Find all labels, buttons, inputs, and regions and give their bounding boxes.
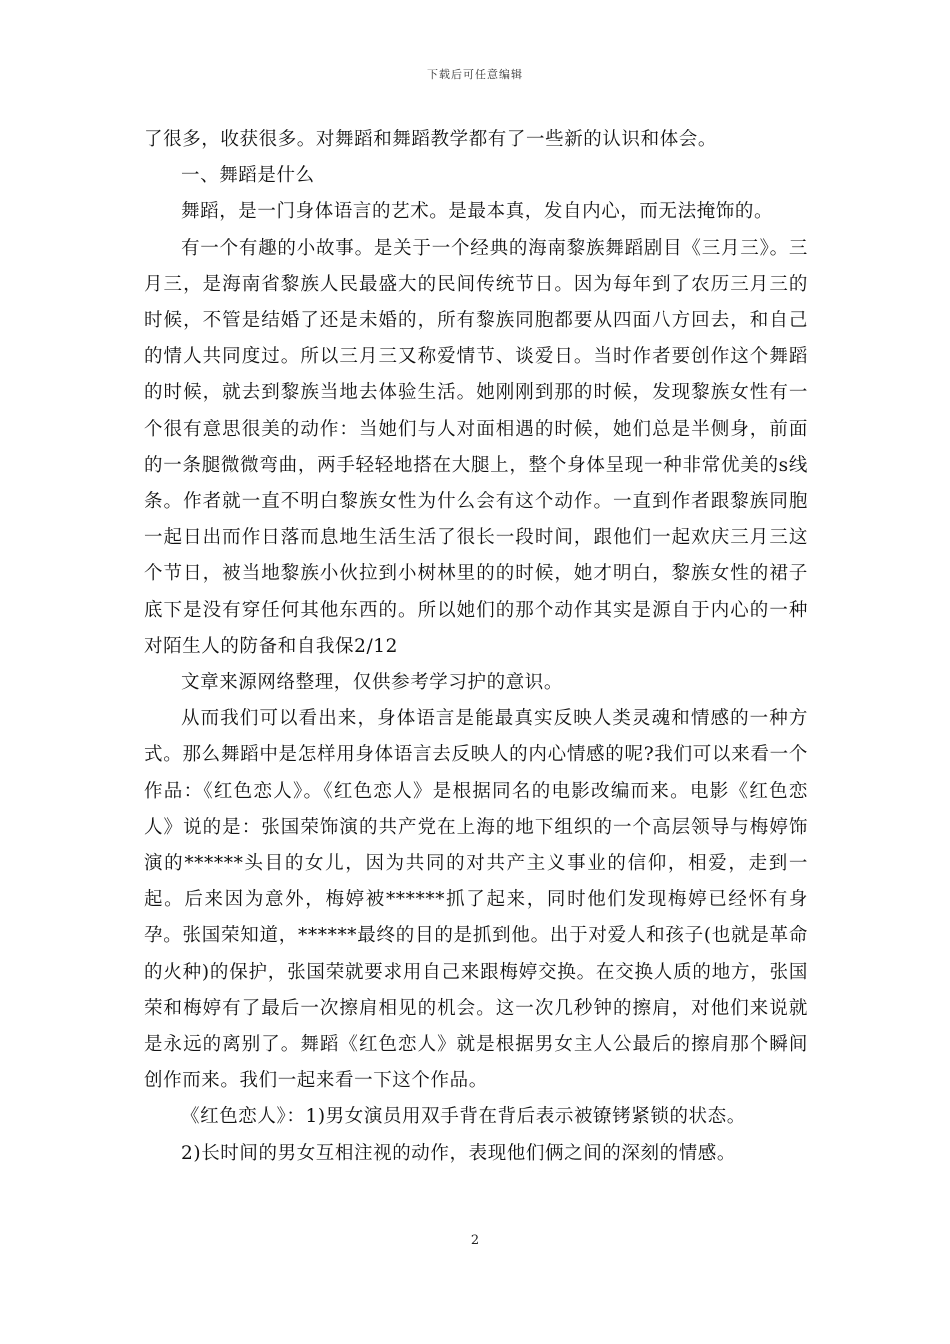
page-number: 2 <box>470 1233 480 1248</box>
paragraph: 文章来源网络整理，仅供参考学习护的意识。 <box>181 672 564 694</box>
page-header: 下载后可任意编辑 <box>427 68 523 81</box>
paragraph: 了很多，收获很多。对舞蹈和舞蹈教学都有了一些新的认识和体会。 <box>144 129 718 150</box>
section-heading: 一、舞蹈是什么 <box>181 165 315 187</box>
paragraph: 舞蹈，是一门身体语言的艺术。是最本真，发自内心，而无法掩饰的。 <box>181 201 774 223</box>
paragraph: 从而我们可以看出来，身体语言是能最真实反映人类灵魂和情感的一种方式。那么舞蹈中是怎样用身体语言去反映人的内心情感的呢?我们可以来看一个作品：《红色恋人》。《红色恋人》是根据同名的电影改编而来。电影《红色恋人》说的是：张国荣饰演的共产党在上海的地下组织的一个高层领导与梅婷饰演的******头目的女儿，因为共同的对共产主义事业的信仰，相爱，走到一起。后来因为意外，梅婷被******抓了起来，同时他们发现梅婷已经怀有身孕。张国荣知道，******最终的目的是抓到他。出于对爱人和孩子(也就是革命的火种)的保护，张国荣就要求用自己来跟梅婷交换。在交换人质的地方，张国荣和梅婷有了最后一次擦肩相见的机会。这一次几秒钟的擦肩，对他们来说就是永远的离别了。舞蹈《红色恋人》就是根据男女主人公最后的擦肩那个瞬间创作而来。我们一起来看一下这个作品。 <box>144 708 808 1092</box>
paragraph: 有一个有趣的小故事。是关于一个经典的海南黎族舞蹈剧目《三月三》。三月三，是海南省黎族人民最盛大的民间传统节日。因为每年到了农历三月三的时候，不管是结婚了还是未婚的，所有黎族同胞都要从四面八方回去，和自己的情人共同度过。所以三月三又称爱情节、谈爱日。当时作者要创作这个舞蹈的时候，就去到黎族当地去体验生活。她刚刚到那的时候，发现黎族女性有一个很有意思很美的动作：当她们与人对面相遇的时候，她们总是半侧身，前面的一条腿微微弯曲，两手轻轻地搭在大腿上，整个身体呈现一种非常优美的s线条。作者就一直不明白黎族女性为什么会有这个动作。一直到作者跟黎族同胞一起日出而作日落而息地生活生活了很长一段时间，跟他们一起欢庆三月三这个节日，被当地黎族小伙拉到小树林里的的时候，她才明白，黎族女性的裙子底下是没有穿任何其他东西的。所以她们的那个动作其实是源自于内心的一种对陌生人的防备和自我保2/12 <box>144 237 808 657</box>
paragraph: 《红色恋人》：1)男女演员用双手背在背后表示被镣铐紧锁的状态。 <box>181 1106 746 1128</box>
paragraph: 2)长时间的男女互相注视的动作，表现他们俩之间的深刻的情感。 <box>181 1142 736 1164</box>
document-body <box>144 122 808 1172</box>
